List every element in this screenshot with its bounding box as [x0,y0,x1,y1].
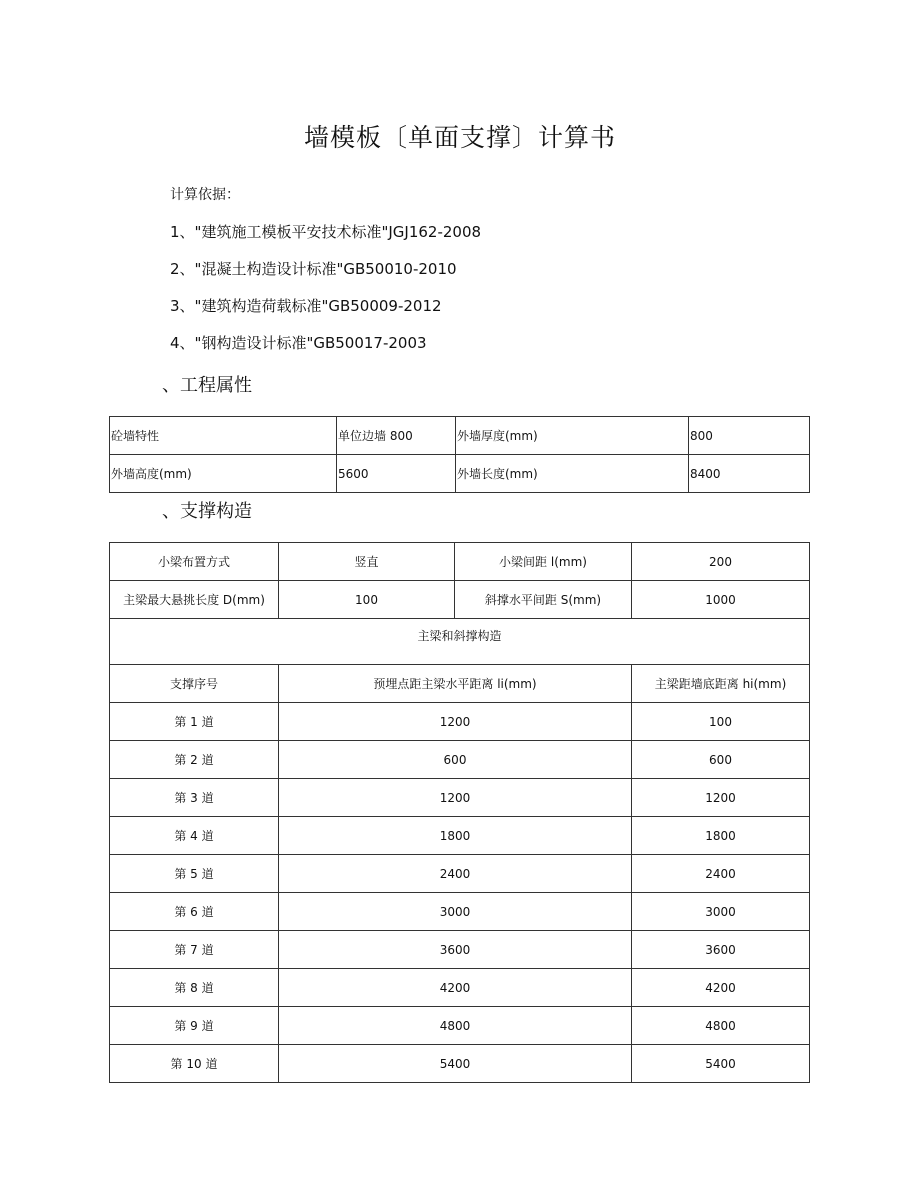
table-cell: 4200 [279,969,632,1007]
table-cell: 第 5 道 [110,855,279,893]
table-cell: 2400 [632,855,810,893]
column-header: 主梁距墙底距离 hi(mm) [632,665,810,703]
table-cell: 800 [689,417,810,455]
table-cell: 100 [632,703,810,741]
table-cell: 竖直 [279,543,455,581]
table-cell: 100 [279,581,455,619]
table-cell: 第 1 道 [110,703,279,741]
table-row [110,581,810,619]
table-cell: 单位边墙 800 [337,417,456,455]
table-cell: 第 8 道 [110,969,279,1007]
basis-label: 计算依据： [170,187,240,203]
table-cell: 4800 [632,1007,810,1045]
table-row [110,855,810,893]
table-cell: 第 7 道 [110,931,279,969]
table-row [110,931,810,969]
table-cell: 3000 [632,893,810,931]
page-title: 墙模板〔单面支撑〕计算书 [303,123,616,152]
table-cell: 外墙高度(mm) [110,455,337,493]
table-cell: 1000 [632,581,810,619]
table-row [110,1045,810,1083]
basis-item: 1、"建筑施工模板平安技术标准"JGJ162-2008 [170,223,482,241]
section-heading-support: 、支撑构造 [162,501,252,522]
table-row [110,543,810,581]
table-cell: 1200 [632,779,810,817]
table-cell: 3600 [279,931,632,969]
table-cell: 主梁最大悬挑长度 D(mm) [110,581,279,619]
table-cell: 外墙长度(mm) [456,455,689,493]
basis-item: 2、"混凝土构造设计标准"GB50010-2010 [170,260,457,278]
table-cell: 外墙厚度(mm) [456,417,689,455]
table-cell: 小梁间距 l(mm) [455,543,632,581]
support-structure-table [109,542,810,1083]
table-row [110,741,810,779]
table-row [110,703,810,741]
table-row [110,619,810,665]
table-header-row [110,665,810,703]
table-row [110,455,810,493]
basis-item: 3、"建筑构造荷载标准"GB50009-2012 [170,297,442,315]
merged-title-cell: 主梁和斜撑构造 [110,619,810,665]
table-row [110,779,810,817]
table-cell: 1200 [279,703,632,741]
table-cell: 600 [632,741,810,779]
table-row [110,893,810,931]
table-cell: 第 6 道 [110,893,279,931]
table-cell: 1800 [632,817,810,855]
table-cell: 5600 [337,455,456,493]
table-row [110,969,810,1007]
table-cell: 600 [279,741,632,779]
table-cell: 5400 [279,1045,632,1083]
table-cell: 第 2 道 [110,741,279,779]
table-cell: 1800 [279,817,632,855]
table-cell: 4200 [632,969,810,1007]
table-cell: 2400 [279,855,632,893]
table-cell: 3600 [632,931,810,969]
table-cell: 第 4 道 [110,817,279,855]
table-cell: 小梁布置方式 [110,543,279,581]
column-header: 预埋点距主梁水平距离 li(mm) [279,665,632,703]
table-cell: 3000 [279,893,632,931]
project-properties-table [109,416,810,493]
table-row [110,1007,810,1045]
column-header: 支撑序号 [110,665,279,703]
table-cell: 4800 [279,1007,632,1045]
table-cell: 第 10 道 [110,1045,279,1083]
table-cell: 斜撑水平间距 S(mm) [455,581,632,619]
table-cell: 第 3 道 [110,779,279,817]
basis-item: 4、"钢构造设计标准"GB50017-2003 [170,334,427,352]
table-cell: 5400 [632,1045,810,1083]
table-cell: 200 [632,543,810,581]
table-cell: 8400 [689,455,810,493]
table-cell: 第 9 道 [110,1007,279,1045]
table-cell: 1200 [279,779,632,817]
table-row [110,817,810,855]
table-cell: 砼墙特性 [110,417,337,455]
section-heading-project: 、工程属性 [162,375,252,396]
table-row [110,417,810,455]
